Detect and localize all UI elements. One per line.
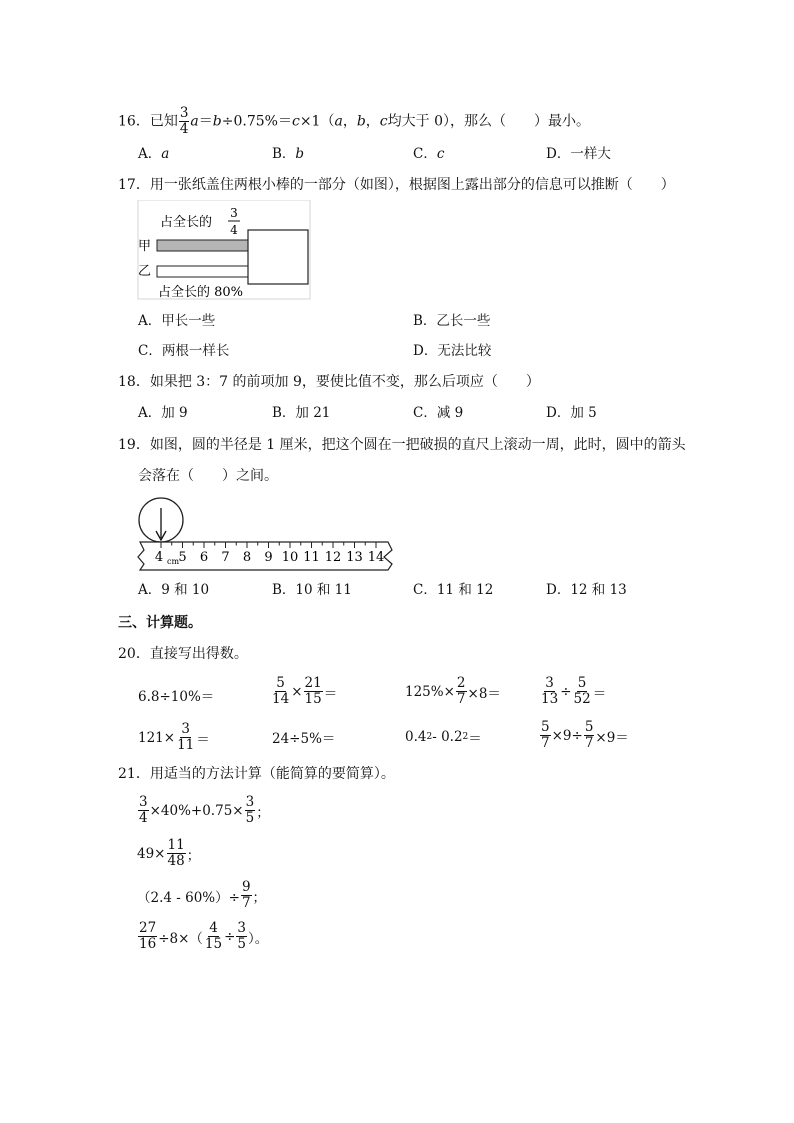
numerator: 5 [276, 675, 285, 691]
option-text: 11 和 12 [436, 582, 494, 598]
label-yi: 乙 [138, 264, 152, 279]
option-text: 加 9 [161, 405, 188, 421]
option-text: 12 和 13 [570, 582, 627, 598]
option-text: 乙长一些 [436, 313, 491, 329]
ruler-number: 13 [346, 550, 363, 565]
option-text: 一样大 [570, 146, 611, 162]
fraction [138, 795, 149, 826]
operator: ÷ [560, 683, 572, 700]
ruler-number: 10 [281, 550, 299, 565]
ruler-unit: cm [167, 557, 180, 566]
denominator: 5 [245, 810, 255, 826]
expression-8 [539, 720, 629, 751]
bottom-label: 占全长的 80% [158, 285, 244, 300]
text: ＝ [198, 113, 213, 130]
option-label: B． [272, 405, 296, 421]
option-b[interactable] [272, 581, 352, 599]
numerator: 3 [181, 721, 190, 737]
variable-b: b [356, 113, 366, 130]
option-label: D． [546, 582, 571, 598]
expression-5 [138, 722, 210, 753]
option-label: A． [138, 313, 162, 329]
section-title: 三、计算题。 [118, 615, 202, 631]
fraction [176, 722, 195, 753]
fraction [245, 795, 256, 826]
numerator: 27 [139, 920, 157, 936]
option-text: c [436, 146, 445, 162]
option-text: 减 9 [436, 405, 464, 421]
ruler-number: 6 [199, 550, 209, 565]
option-label: B． [272, 146, 296, 162]
expression-4 [539, 676, 606, 707]
numerator: 3 [545, 675, 554, 691]
denominator: 4 [230, 223, 238, 237]
numerator: 3 [237, 920, 246, 936]
option-label: B． [272, 582, 296, 598]
equals: ＝ [592, 685, 607, 702]
stick-yi [157, 266, 248, 277]
top-label: 占全长的 [160, 215, 213, 230]
fraction [540, 720, 551, 751]
option-text: 9 和 10 [161, 582, 210, 598]
expression-3 [405, 676, 501, 707]
question-19-line-2: 会落在（ ）之间。 [138, 468, 278, 484]
expression-text: 125%× [405, 683, 455, 700]
calculation-3 [137, 880, 266, 911]
expression-2 [270, 676, 337, 707]
exponent: 2 [426, 732, 433, 742]
fraction [241, 880, 252, 911]
option-c[interactable] [138, 342, 229, 360]
fraction [584, 720, 595, 751]
numerator: 21 [304, 675, 322, 691]
numerator: 2 [456, 675, 466, 691]
option-b[interactable] [272, 404, 330, 422]
sticks-figure [136, 200, 312, 300]
expression-text: ÷8×（ [158, 930, 203, 947]
question-18: 18．如果把 3：7 的前项加 9，要使比值不变，那么后项应（ ） [118, 374, 540, 390]
denominator: 13 [541, 691, 559, 707]
text: ， [342, 113, 357, 130]
option-label: D． [413, 343, 438, 359]
option-label: C． [138, 343, 162, 359]
operator: × [291, 683, 303, 700]
denominator: 15 [304, 691, 322, 707]
denominator: 7 [584, 735, 594, 751]
expression-text: ×9÷ [551, 727, 583, 744]
option-text: 加 21 [295, 405, 331, 421]
expression-text: ×8＝ [467, 685, 501, 702]
expression-text: ； [186, 847, 201, 864]
text: ， [365, 113, 380, 130]
option-label: D． [546, 405, 571, 421]
denominator: 16 [139, 936, 157, 952]
question-21: 21．用适当的方法计算（能简算的要简算）。 [118, 766, 395, 782]
fraction [204, 921, 223, 952]
fraction [236, 921, 247, 952]
calculation-2 [137, 838, 200, 869]
denominator: 4 [179, 121, 189, 137]
ruler-number: 14 [367, 550, 385, 565]
expression-text: 121× [138, 729, 176, 746]
question-number: 16． [118, 113, 150, 130]
fraction [138, 921, 157, 952]
option-d[interactable] [546, 404, 597, 422]
numerator: 3 [179, 105, 189, 121]
option-label: A． [138, 582, 162, 598]
variable-b: b [212, 113, 222, 130]
ruler-number: 9 [264, 550, 273, 565]
fraction [167, 838, 186, 869]
fraction [179, 106, 190, 137]
option-text: a [161, 146, 170, 162]
denominator: 7 [541, 735, 550, 751]
denominator: 15 [204, 936, 223, 952]
option-c[interactable] [413, 581, 493, 599]
option-label: B． [413, 313, 437, 329]
option-text: 加 5 [570, 405, 597, 421]
question-text: 已知 [149, 113, 178, 130]
option-d[interactable] [413, 342, 491, 360]
numerator: 3 [139, 794, 148, 810]
fraction [456, 676, 467, 707]
numerator: 11 [167, 837, 185, 853]
expression-text: （2.4 - 60%）÷ [137, 889, 240, 906]
option-label: C． [413, 405, 437, 421]
option-text: 甲长一些 [161, 313, 216, 329]
denominator: 7 [241, 895, 251, 911]
denominator: 5 [237, 936, 246, 952]
operator: ÷ [224, 928, 236, 945]
ruler-number: 5 [178, 550, 187, 565]
question-20: 20．直接写出得数。 [118, 646, 248, 662]
equals: ＝ [468, 731, 482, 747]
option-label: C． [413, 582, 437, 598]
expression-text: ×9＝ [595, 729, 629, 746]
option-text: b [295, 146, 305, 162]
ruler-number: 8 [242, 550, 252, 565]
expression-text: ； [252, 889, 267, 906]
expression-text: ； [256, 804, 270, 821]
text: ×1（ [299, 113, 335, 130]
fraction [573, 676, 592, 707]
equals: ＝ [196, 731, 210, 748]
fraction [271, 676, 290, 707]
variable-a: a [190, 113, 199, 130]
expression-text: 6.8÷10%＝ [138, 689, 215, 705]
expression-text: ×40%+0.75× [149, 802, 244, 819]
fraction [540, 676, 559, 707]
ruler-number-4: 4 [154, 550, 164, 565]
numerator: 5 [584, 719, 594, 735]
option-label: A． [138, 405, 162, 421]
numerator: 5 [541, 719, 550, 735]
expression-text: 0.4 [405, 729, 427, 745]
paper-cover [248, 230, 308, 284]
exponent: 2 [462, 732, 469, 742]
option-a[interactable] [138, 404, 188, 422]
option-d[interactable] [546, 581, 627, 599]
option-label: A． [138, 146, 162, 162]
option-label: C． [413, 146, 437, 162]
calculation-1 [137, 795, 270, 826]
ruler-number: 12 [324, 550, 342, 565]
numerator: 5 [577, 675, 587, 691]
numerator: 3 [245, 794, 255, 810]
option-a[interactable] [138, 581, 209, 599]
option-text: 无法比较 [437, 343, 492, 359]
denominator: 48 [167, 853, 185, 869]
calculation-4 [137, 921, 268, 952]
denominator: 11 [177, 737, 195, 753]
variable-c: c [379, 113, 388, 130]
ruler-number: 7 [221, 550, 230, 565]
text: 均大于 0），那么（ ）最小。 [387, 113, 590, 130]
option-a[interactable] [138, 312, 215, 330]
denominator: 4 [139, 810, 148, 826]
expression-7 [405, 720, 482, 754]
numerator: 9 [241, 879, 251, 895]
numerator: 3 [230, 206, 238, 220]
option-text: 10 和 11 [295, 582, 352, 598]
equals: ＝ [323, 685, 338, 702]
denominator: 14 [272, 691, 290, 707]
variable-c: c [291, 113, 300, 130]
option-a[interactable] [138, 145, 169, 163]
option-c[interactable] [413, 404, 463, 422]
variable-a: a [334, 113, 343, 130]
option-text: 两根一样长 [161, 343, 230, 359]
denominator: 7 [456, 691, 466, 707]
ruler-number: 11 [303, 550, 320, 565]
text: ÷0.75%＝ [221, 113, 292, 130]
option-b[interactable] [272, 145, 304, 163]
question-17: 17．用一张纸盖住两根小棒的一部分（如图），根据图上露出部分的信息可以推断（ ） [118, 177, 675, 193]
option-b[interactable] [413, 312, 490, 330]
question-19-line-1: 19．如图，圆的半径是 1 厘米，把这个圆在一把破损的直尺上滚动一周，此时，圆中的箭头 [118, 437, 686, 453]
label-jia: 甲 [138, 239, 152, 254]
fraction [304, 676, 323, 707]
option-c[interactable] [413, 145, 444, 163]
expression-text: 49× [137, 845, 166, 862]
option-d[interactable] [546, 145, 611, 163]
expression-text: ）。 [248, 930, 269, 947]
stick-jia [157, 240, 248, 251]
ruler-figure [134, 494, 398, 572]
question-16 [118, 106, 590, 137]
numerator: 4 [209, 920, 218, 936]
expression-1 [138, 678, 214, 712]
denominator: 52 [573, 691, 591, 707]
expression-text: - 0.2 [432, 729, 463, 745]
option-label: D． [546, 146, 571, 162]
expression-6 [272, 720, 335, 754]
expression-text: 24÷5%＝ [272, 731, 336, 747]
